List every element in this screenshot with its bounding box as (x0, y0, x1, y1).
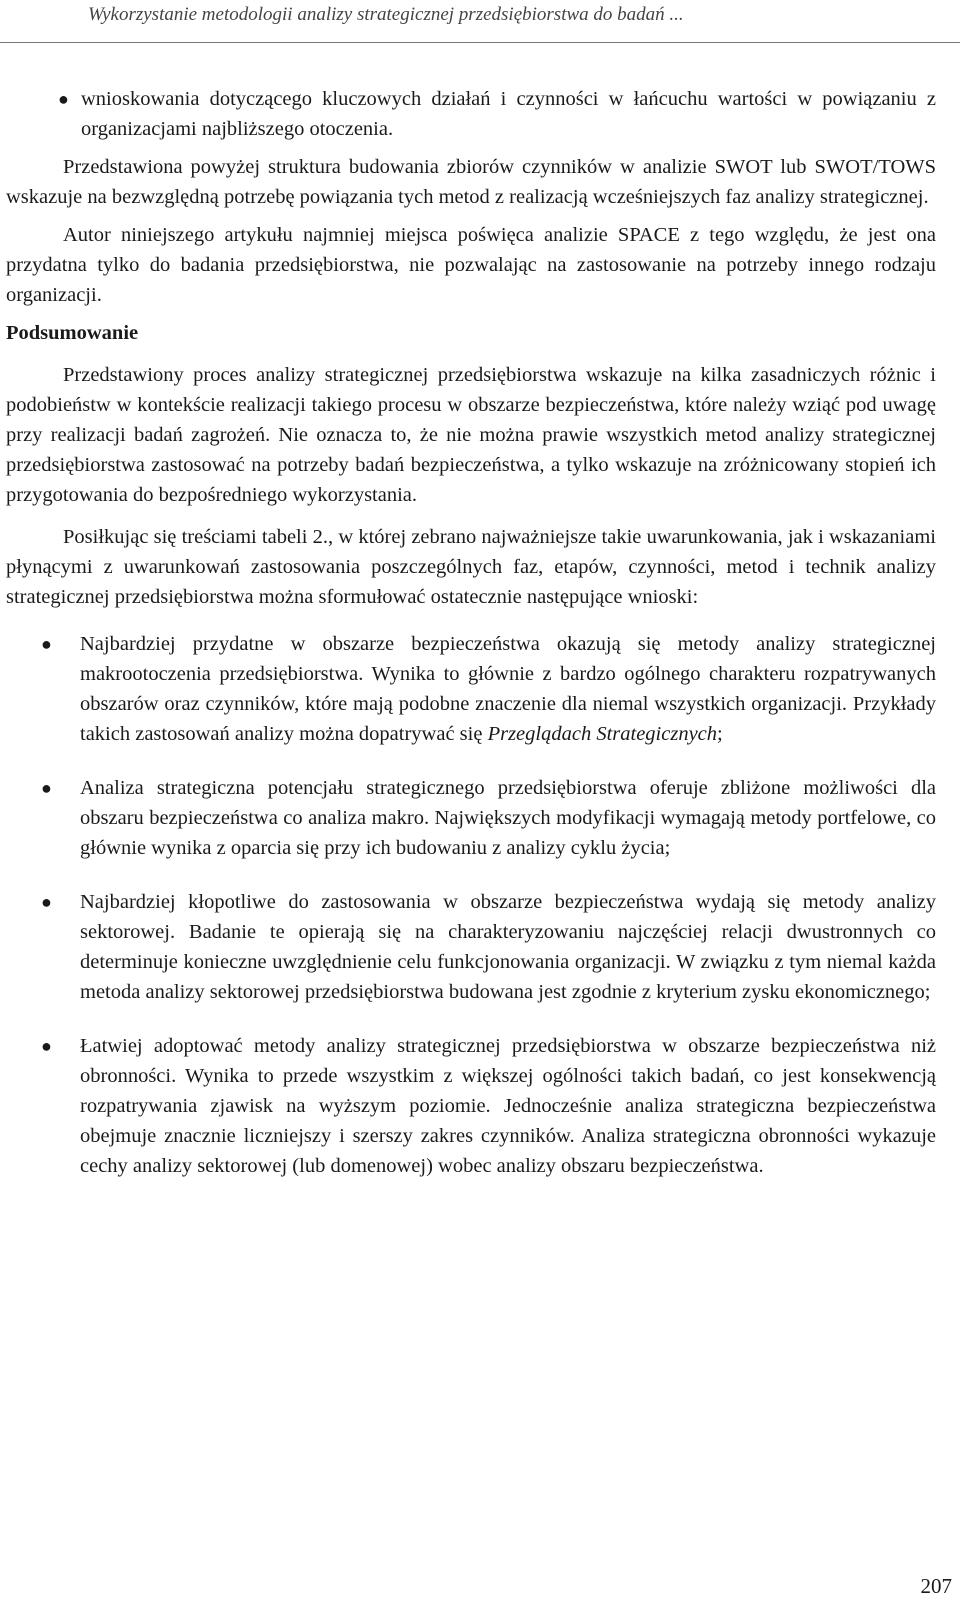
list-item-tail: ; (717, 723, 723, 745)
list-item (6, 629, 936, 749)
section-heading: Podsumowanie (6, 322, 139, 344)
conclusions-list (6, 629, 936, 1181)
bullet-icon: ● (41, 778, 52, 798)
bullet-icon: ● (41, 1036, 52, 1056)
bullet-icon: ● (58, 89, 69, 109)
bullet-icon: ● (41, 892, 52, 912)
paragraph-space: Autor niniejszego artykułu najmniej miejsca poświęca analizie SPACE z tego względu, że jest ona przydatna tylko do badania przedsiębiorstwa, nie pozwalając na zastosowanie na potrzeby innego rodzaju organizacji. (6, 224, 936, 306)
list-item-text: Analiza strategiczna potencjału strategicznego przedsiębiorstwa oferuje zbliżone możliwości dla obszaru bezpieczeństwa co analiza makro. Największych modyfikacji wymagają metody portfelowe, co głównie wynika z oparcia się przy ich budowaniu z analizy cyklu życia; (80, 777, 936, 859)
list-item-italic: Przeglądach Strategicznych (487, 723, 718, 745)
paragraph-swot: Przedstawiona powyżej struktura budowania zbiorów czynników w analizie SWOT lub SWOT/TOWS wskazuje na bezwzględną potrzebę powiązania tych metod z realizacją wcześniejszych faz analizy strategicznej. (6, 156, 936, 208)
paragraph-conclusions-intro: Posiłkując się treściami tabeli 2., w której zebrano najważniejsze takie uwarunkowania, jak i wskazaniami płynącymi z uwarunkowań zastosowania poszczególnych faz, etapów, czynności, metod i technik analizy strategicznej przedsiębiorstwa można sformułować ostatecznie następujące wnioski: (6, 526, 936, 608)
bullet-continuation-text: wnioskowania dotyczącego kluczowych działań i czynności w łańcuchu wartości w powiązaniu z organizacjami najbliższego otoczenia. (81, 88, 936, 140)
list-item-text: Najbardziej przydatne w obszarze bezpieczeństwa okazują się metody analizy strategicznej makrootoczenia przedsiębiorstwa. Wynika to głównie z bardzo ogólnego charakteru rozpatrywanych obszarów oraz czynników, które mają podobne znaczenie dla niemal wszystkich organizacji. Przykłady takich zastosowań analizy można dopatrywać się (80, 633, 936, 745)
bullet-continuation (6, 84, 936, 144)
list-item-text: Łatwiej adoptować metody analizy strategicznej przedsiębiorstwa w obszarze bezpieczeństwa niż obronności. Wynika to przede wszystkim z większej ogólności takich badań, co jest konsekwencją rozpatrywania zjawisk na wyższym poziomie. Jednocześnie analiza strategiczna bezpieczeństwa obejmuje znacznie liczniejszy i szerszy zakres czynników. Analiza strategiczna obronności wykazuje cechy analizy sektorowej (lub domenowej) wobec analizy obszaru bezpieczeństwa. (80, 1035, 936, 1177)
list-item (6, 1031, 936, 1181)
list-item-text: Najbardziej kłopotliwe do zastosowania w obszarze bezpieczeństwa wydają się metody analizy sektorowej. Badanie te opierają się na charakteryzowaniu najczęściej relacji dwustronnych co determinuje konieczne uwzględnienie celu funkcjonowania organizacji. W związku z tym niemal każda metoda analizy sektorowej przedsiębiorstwa budowana jest zgodnie z kryterium zysku ekonomicznego; (80, 891, 936, 1003)
bullet-icon: ● (41, 634, 52, 654)
page-number: 207 (920, 1574, 952, 1598)
list-item (6, 773, 936, 863)
list-item (6, 887, 936, 1007)
paragraph-summary: Przedstawiony proces analizy strategicznej przedsiębiorstwa wskazuje na kilka zasadniczych różnic i podobieństw w kontekście realizacji takiego procesu w obszarze bezpieczeństwa, które należy wziąć pod uwagę przy realizacji badań zagrożeń. Nie oznacza to, że nie można prawie wszystkich metod analizy strategicznej przedsiębiorstwa zastosować na potrzeby badań bezpieczeństwa, a tylko wskazuje na zróżnicowany stopień ich przygotowania do bezpośredniego wykorzystania. (6, 364, 936, 506)
page-body (6, 84, 936, 1205)
running-header: Wykorzystanie metodologii analizy strategicznej przedsiębiorstwa do badań ... (88, 4, 684, 25)
header-divider (0, 42, 960, 43)
